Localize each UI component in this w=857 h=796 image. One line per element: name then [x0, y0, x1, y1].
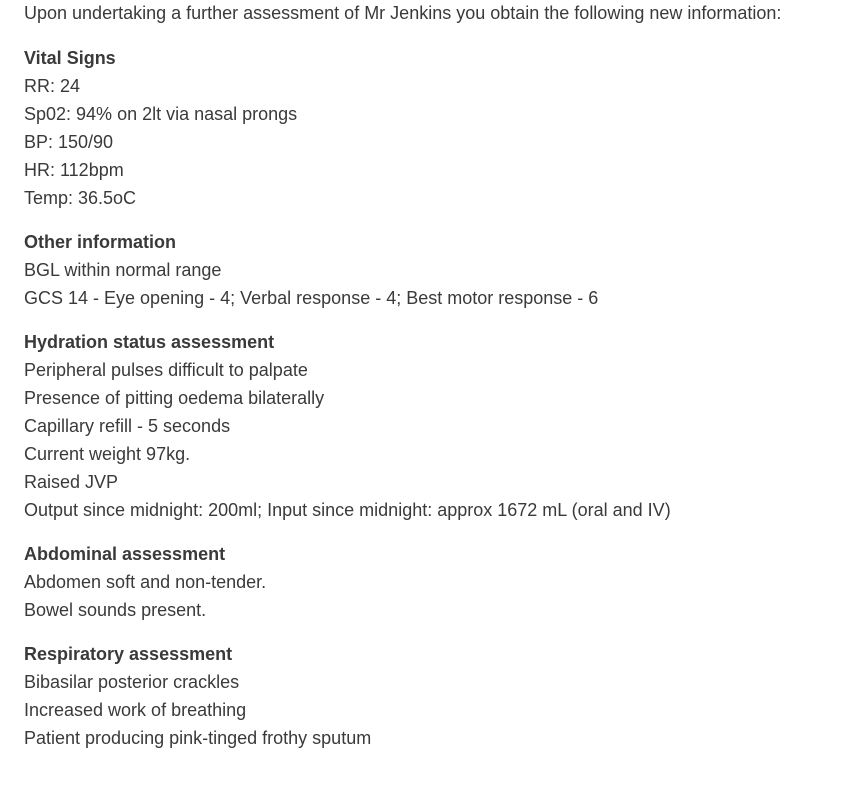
section-line: Bowel sounds present. [24, 600, 207, 620]
section-vital-signs [24, 44, 844, 212]
section-abdominal-assessment [24, 540, 844, 624]
section-title: Other information [24, 232, 176, 252]
section-line: RR: 24 [24, 76, 81, 96]
section-line: Current weight 97kg. [24, 444, 191, 464]
section-other-information [24, 228, 844, 312]
section-hydration-status [24, 328, 844, 524]
section-line: Capillary refill - 5 seconds [24, 416, 231, 436]
section-title: Respiratory assessment [24, 644, 233, 664]
section-title: Hydration status assessment [24, 332, 275, 352]
section-title: Abdominal assessment [24, 544, 226, 564]
section-line: BGL within normal range [24, 260, 222, 280]
section-line: Peripheral pulses difficult to palpate [24, 360, 308, 380]
section-line: HR: 112bpm [24, 160, 124, 180]
section-line: Sp02: 94% on 2lt via nasal prongs [24, 104, 298, 124]
section-line: Patient producing pink-tinged frothy sputum [24, 728, 372, 748]
section-line: BP: 150/90 [24, 132, 114, 152]
section-line: Output since midnight: 200ml; Input since midnight: approx 1672 mL (oral and IV) [24, 500, 671, 520]
section-line: GCS 14 - Eye opening - 4; Verbal response - 4; Best motor response - 6 [24, 288, 599, 308]
section-title: Vital Signs [24, 48, 116, 68]
section-line: Increased work of breathing [24, 700, 247, 720]
section-line: Bibasilar posterior crackles [24, 672, 240, 692]
section-line: Abdomen soft and non-tender. [24, 572, 267, 592]
section-respiratory-assessment [24, 640, 844, 752]
section-line: Presence of pitting oedema bilaterally [24, 388, 325, 408]
section-line: Temp: 36.5oC [24, 188, 137, 208]
intro-text: Upon undertaking a further assessment of Mr Jenkins you obtain the following new information: [24, 3, 782, 23]
section-line: Raised JVP [24, 472, 119, 492]
